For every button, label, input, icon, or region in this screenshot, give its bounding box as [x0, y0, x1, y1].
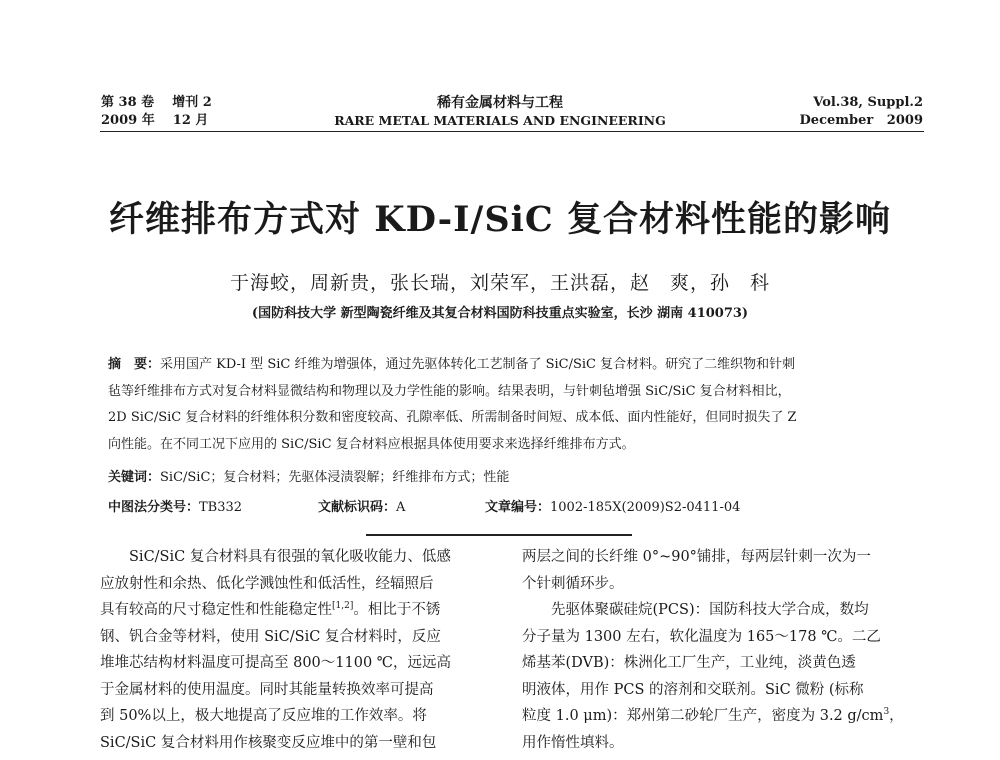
article-number-value: 1002-185X(2009)S2-0411-04 — [550, 500, 741, 515]
doc-code-label: 文献标识码： — [318, 500, 397, 515]
unit-superscript: 3 — [883, 707, 890, 718]
body-line: 到 50%以上，极大地提高了反应堆的工作效率。将 — [100, 708, 427, 724]
body-line: 应放射性和余热、低化学溅蚀性和低活性，经辐照后 — [100, 575, 434, 592]
abstract-line: 采用国产 KD-I 型 SiC 纤维为增强体，通过先驱体转化工艺制备了 SiC/SiC 复合材料。研究了二维织物和针刺 — [160, 357, 796, 372]
body-line: SiC/SiC 复合材料用作核聚变反应堆中的第一壁和包 — [100, 734, 437, 751]
body-line: 烯基苯(DVB)：株洲化工厂生产，工业纯，淡黄色透 — [522, 655, 856, 671]
document-code — [318, 496, 405, 515]
keywords-label: 关键词： — [108, 470, 161, 485]
abstract-line: 向性能。在不同工况下应用的 SiC/SiC 复合材料应根据具体使用要求来选择纤维排布方式。 — [108, 436, 635, 452]
keywords — [108, 466, 509, 485]
body-line-text: 具有较高的尺寸稳定性和性能稳定性 — [100, 602, 332, 618]
header-rule — [100, 131, 924, 132]
article-number — [485, 496, 740, 515]
abstract — [108, 352, 894, 458]
article-number-label: 文章编号： — [485, 500, 551, 515]
clc-value: TB332 — [199, 500, 243, 515]
body-line — [100, 597, 484, 624]
body-line-text: 。相比于不锈 — [353, 602, 441, 618]
doc-code-value: A — [396, 500, 406, 515]
body-line: 分子量为 1300 左右，软化温度为 165～178 ℃。二乙 — [522, 628, 881, 645]
body-line: 个针刺循环步。 — [522, 575, 624, 592]
journal-volume-en: Vol.38, Suppl.2 — [813, 95, 923, 110]
section-divider — [366, 534, 632, 536]
citation-ref: [1,2] — [332, 601, 354, 612]
journal-volume-issue: 第 38 卷 增刊 2 — [101, 95, 212, 110]
body-line-text: ， — [889, 708, 904, 724]
body-line-text: 粒度 1.0 μm)：郑州第二砂轮厂生产，密度为 3.2 g/cm — [522, 708, 884, 724]
body-line — [522, 703, 906, 730]
body-line: SiC/SiC 复合材料具有很强的氧化吸收能力、低感 — [129, 549, 451, 565]
journal-title-cn: 稀有金属材料与工程 — [437, 95, 563, 111]
paper-title: 纤维排布方式对 KD-I/SiC 复合材料性能的影响 — [109, 199, 891, 240]
clc-label: 中图法分类号： — [108, 500, 200, 515]
affiliation: (国防科技大学 新型陶瓷纤维及其复合材料国防科技重点实验室，长沙 湖南 410073) — [251, 306, 749, 321]
body-line: 用作惰性填料。 — [522, 734, 624, 751]
body-line: 堆堆芯结构材料温度可提高至 800～1100 ℃，远远高 — [100, 655, 452, 671]
journal-title-en: RARE METAL MATERIALS AND ENGINEERING — [334, 113, 666, 128]
abstract-line: 2D SiC/SiC 复合材料的纤维体积分数和密度较高、孔隙率低、所需制备时间短、成本低、面内性能好，但同时损失了 Z — [108, 410, 797, 425]
journal-date-en: December 2009 — [799, 113, 923, 128]
body-column-right — [522, 544, 906, 756]
body-line: 明液体，用作 PCS 的溶剂和交联剂。SiC 微粉 (标称 — [522, 681, 864, 698]
abstract-line: 毡等纤维排布方式对复合材料显微结构和物理以及力学性能的影响。结果表明，与针刺毡增强 SiC/SiC 复合材料相比， — [108, 383, 791, 399]
abstract-label: 摘 要： — [108, 357, 161, 372]
author-list: 于海蛟，周新贵，张长瑞，刘荣军，王洪磊，赵 爽，孙 科 — [229, 272, 770, 294]
body-line: 两层之间的长纤维 0°~90°铺排，每两层针刺一次为一 — [522, 549, 871, 565]
body-line: 于金属材料的使用温度。同时其能量转换效率可提高 — [100, 681, 434, 698]
journal-date: 2009 年 12 月 — [101, 113, 209, 128]
clc-number — [108, 496, 242, 515]
keywords-text: SiC/SiC；复合材料；先驱体浸渍裂解；纤维排布方式；性能 — [160, 470, 510, 485]
body-line: 先驱体聚碳硅烷(PCS)：国防科技大学合成，数均 — [551, 602, 869, 618]
body-line: 钢、钒合金等材料，使用 SiC/SiC 复合材料时，反应 — [100, 628, 441, 645]
body-column-left — [100, 544, 484, 756]
